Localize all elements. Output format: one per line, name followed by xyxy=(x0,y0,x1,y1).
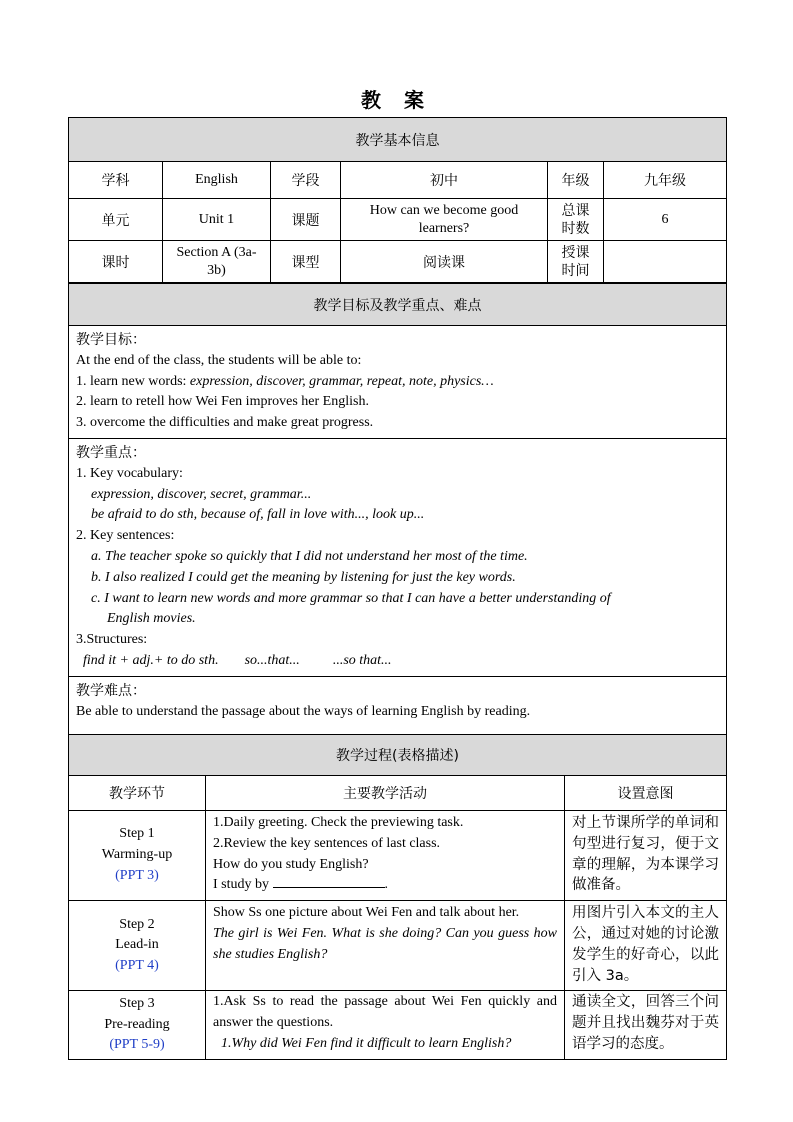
objectives-title: 教学目标： xyxy=(76,332,146,348)
table-row xyxy=(69,811,727,901)
objectives-cell xyxy=(69,326,727,439)
structure-item: so...that... xyxy=(244,652,300,668)
step-cell xyxy=(69,811,206,901)
unit-value: Unit 1 xyxy=(163,199,271,241)
column-header-activities: 主要教学活动 xyxy=(206,776,565,811)
process-table xyxy=(68,734,727,1060)
intent-cell: 对上节课所学的单词和句型进行复习，便于文章的理解，为本课学习做准备。 xyxy=(565,811,727,901)
activity-line: I study by . xyxy=(213,877,388,893)
goals-header: 教学目标及教学重点、难点 xyxy=(69,284,727,326)
activity-text: 1.Ask Ss to read the passage about Wei Fen quickly and answer the questions. xyxy=(213,994,557,1031)
difficult-points-text: Be able to understand the passage about the ways of learning English by reading. xyxy=(76,703,531,719)
topic-value: How can we become good learners? xyxy=(341,199,548,241)
school-stage-label: 学段 xyxy=(271,162,341,199)
activity-question: 1.Why did Wei Fen find it difficult to learn English? xyxy=(221,1035,512,1051)
intent-cell: 用图片引入本文的主人公，通过对她的讨论激发学生的好奇心，以此引入 3a。 xyxy=(565,901,727,991)
structures-line xyxy=(76,651,719,672)
lesson-type-label: 课型 xyxy=(271,241,341,283)
activity-cell xyxy=(206,811,565,901)
key-points-title: 教学重点： xyxy=(76,444,146,461)
step-number: Step 2 xyxy=(119,916,155,932)
objective-item: 2. learn to retell how Wei Fen improves her English. xyxy=(76,394,369,410)
activity-question: The girl is Wei Fen. What is she doing? Can you guess how she studies English? xyxy=(213,925,557,962)
table-row xyxy=(69,991,727,1059)
key-sentence: b. I also realized I could get the meaning by listening for just the key words. xyxy=(91,569,516,585)
objective-item: 3. overcome the difficulties and make great progress. xyxy=(76,415,374,431)
teaching-time-value xyxy=(604,241,727,283)
table-row xyxy=(69,901,727,991)
subject-label: 学科 xyxy=(69,162,163,199)
key-point-line: be afraid to do sth, because of, fall in love with..., look up... xyxy=(91,507,425,523)
step-ppt: (PPT 4) xyxy=(115,958,159,974)
teaching-time-label: 授课时间 xyxy=(548,241,604,283)
step-number: Step 1 xyxy=(119,826,155,842)
step-ppt: (PPT 5-9) xyxy=(109,1037,165,1053)
key-point-line: 3.Structures: xyxy=(76,632,148,648)
column-header-intent: 设置意图 xyxy=(565,776,727,811)
unit-label: 单元 xyxy=(69,199,163,241)
period-label: 课时 xyxy=(69,241,163,283)
intent-cell: 通读全文，回答三个问题并且找出魏芬对于英语学习的态度。 xyxy=(565,991,727,1059)
fill-in-blank xyxy=(273,875,385,888)
topic-label: 课题 xyxy=(271,199,341,241)
activity-cell xyxy=(206,901,565,991)
total-periods-value: 6 xyxy=(604,199,727,241)
document-title: 教 案 xyxy=(361,88,432,112)
key-sentence: a. The teacher spoke so quickly that I did not understand her most of the time. xyxy=(91,548,528,564)
subject-value: English xyxy=(163,162,271,199)
key-points-cell xyxy=(69,438,727,676)
step-ppt: (PPT 3) xyxy=(115,867,159,883)
key-point-line: 2. Key sentences: xyxy=(76,528,175,544)
grade-value: 九年级 xyxy=(604,162,727,199)
key-point-line: 1. Key vocabulary: xyxy=(76,465,183,481)
structure-item: find it + adj.+ to do sth. xyxy=(83,652,219,668)
key-sentence: English movies. xyxy=(107,611,196,627)
activity-line: 1.Daily greeting. Check the previewing task. xyxy=(213,815,464,830)
difficult-points-title: 教学难点： xyxy=(76,682,146,699)
objective-item: 1. learn new words: expression, discover, grammar, repeat, note, physics… xyxy=(76,373,494,389)
process-header: 教学过程(表格描述) xyxy=(69,735,727,776)
objectives-intro: At the end of the class, the students will be able to: xyxy=(76,352,362,368)
step-name: Warming-up xyxy=(101,847,173,863)
key-sentence: c. I want to learn new words and more grammar so that I can have a better understanding of xyxy=(91,590,611,606)
column-header-stage: 教学环节 xyxy=(69,776,206,811)
activity-text: Show Ss one picture about Wei Fen and talk about her. xyxy=(213,905,520,921)
lesson-type-value: 阅读课 xyxy=(341,241,548,283)
period-value: Section A (3a-3b) xyxy=(163,241,271,283)
key-point-line: expression, discover, secret, grammar... xyxy=(91,486,312,502)
goals-table xyxy=(68,283,727,745)
basic-info-header: 教学基本信息 xyxy=(69,118,727,162)
activity-cell xyxy=(206,991,565,1059)
step-name: Lead-in xyxy=(115,937,159,953)
step-cell xyxy=(69,901,206,991)
grade-label: 年级 xyxy=(548,162,604,199)
activity-line: 2.Review the key sentences of last class. xyxy=(213,835,441,851)
step-name: Pre-reading xyxy=(104,1016,170,1032)
activity-line: How do you study English? xyxy=(213,856,369,872)
total-periods-label: 总课时数 xyxy=(548,199,604,241)
step-number: Step 3 xyxy=(119,995,155,1011)
step-cell xyxy=(69,991,206,1059)
school-stage-value: 初中 xyxy=(341,162,548,199)
structure-item: ...so that... xyxy=(332,652,392,668)
basic-info-table xyxy=(68,117,727,283)
